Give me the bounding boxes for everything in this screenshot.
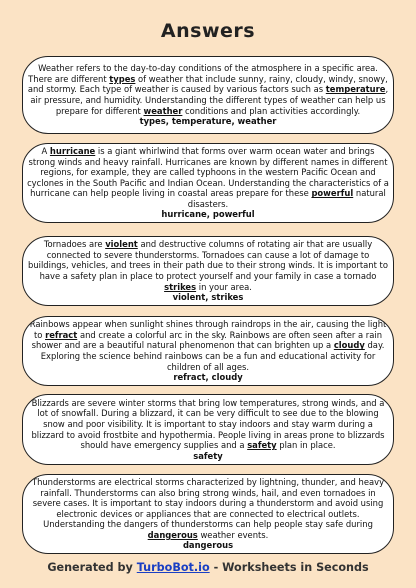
passage-segment: weather events.: [197, 529, 269, 540]
passage-text: [27, 319, 389, 372]
answer-key: violent, strikes: [172, 292, 244, 303]
passage-segment: in your area.: [196, 281, 252, 292]
answer-key: types, temperature, weather: [139, 116, 277, 127]
keyword: cloudy: [333, 340, 365, 351]
answer-card: [22, 143, 394, 223]
answer-key: dangerous: [182, 540, 234, 551]
keyword: types: [109, 73, 136, 84]
passage-text: [27, 239, 389, 292]
passage-text: [27, 477, 389, 541]
keyword: hurricane: [49, 145, 96, 156]
passage-segment: Rainbows appear when sunlight shines through raindrops in the air, causing the light to: [29, 319, 387, 340]
passage-text: [27, 146, 389, 210]
passage-segment: Tornadoes are: [43, 239, 106, 250]
keyword: temperature: [325, 84, 386, 95]
page-title: Answers: [160, 20, 256, 42]
passage-segment: and destructive columns of rotating air that are usually connected to severe thunderstorms. Tornadoes can cause a lot of damage to buildings, vehicles, and trees in their path due to their strong winds. It is important to have a safety plan in place to protect yourself and your family in case a tornado: [28, 239, 388, 281]
footer-brand-link[interactable]: TurboBot.io: [136, 561, 210, 574]
passage-segment: natural disasters.: [187, 188, 386, 209]
answer-card: [22, 394, 394, 465]
keyword: safety: [247, 440, 277, 451]
keyword: weather: [143, 105, 183, 116]
answer-key: safety: [193, 450, 223, 461]
keyword: powerful: [311, 188, 354, 199]
passage-segment: day. Exploring the science behind rainbows can be a fun and educational activity for children of all ages.: [40, 340, 385, 372]
passage-segment: Weather refers to the day-to-day conditions of the atmosphere in a specific area. There are different: [28, 63, 378, 84]
keyword: strikes: [164, 281, 197, 292]
answer-key: refract, cloudy: [173, 372, 243, 383]
answer-card: [22, 474, 394, 554]
keyword: violent: [105, 239, 138, 250]
passage-text: [27, 63, 389, 116]
passage-segment: and create a colorful arc in the sky. Rainbows are often seen after a rain shower and are a beautiful natural phenomenon that can brighten up a: [31, 329, 383, 351]
passage-segment: conditions and plan activities accordingly.: [182, 105, 361, 116]
answer-card: [22, 316, 394, 386]
answer-card: [22, 236, 394, 306]
passage-segment: , air pressure, and humidity. Understanding the different types of weather can help us prepare for different: [30, 84, 389, 116]
keyword: dangerous: [147, 529, 198, 540]
passage-text: [27, 398, 389, 451]
passage-segment: of weather that include sunny, rainy, cloudy, windy, snowy, and stormy. Each type of weather is caused by various factors such as: [27, 73, 388, 95]
passage-segment: is a giant whirlwind that forms over warm ocean water and brings strong winds and heavy rainfall. Hurricanes are known by different names in different regions, for example, they are called typhoons in the western Pacific Ocean and cyclones in the South Pacific and Indian Ocean. Understanding the characteristics of a hurricane can help people living in coastal areas prepare for these: [27, 145, 389, 199]
passage-segment: A: [41, 145, 50, 156]
answer-card: [22, 56, 394, 134]
passage-segment: plan in place.: [276, 440, 336, 451]
answer-key: hurricane, powerful: [161, 209, 255, 220]
passage-segment: Blizzards are severe winter storms that bring low temperatures, strong winds, and a lot of snowfall. During a blizzard, it can be very difficult to see due to the blowing snow and poor visibility. It is important to stay indoors and stay warm during a blizzard to avoid frostbite and hypothermia. People living in areas prone to blizzards should have emergency supplies and a: [31, 397, 385, 451]
footer: [0, 561, 416, 574]
footer-suffix: - Worksheets in Seconds: [209, 561, 369, 574]
keyword: refract: [45, 329, 78, 340]
footer-prefix: Generated by: [47, 561, 137, 574]
passage-segment: Thunderstorms are electrical storms characterized by lightning, thunder, and heavy rainfall. Thunderstorms can also bring strong winds, hail, and even tornadoes in severe cases. It is important to stay indoors during a thunderstorm and avoid using electronic devices or appliances that are connected to electrical outlets. Understanding the dangers of thunderstorms can help people stay safe during: [31, 476, 385, 530]
